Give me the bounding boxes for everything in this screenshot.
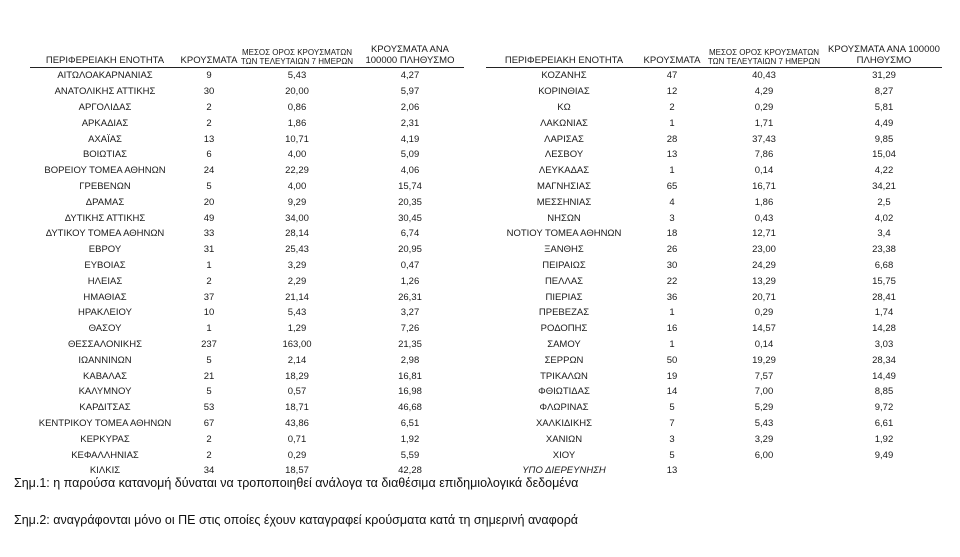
per100k-cell: 31,29: [872, 70, 896, 82]
region-cell: ΧΑΝΙΩΝ: [545, 433, 583, 445]
cases-cell: 65: [666, 180, 678, 192]
region-cell: ΥΠΟ ΔΙΕΡΕΥΝΗΣΗ: [522, 465, 606, 477]
per100k-cell: 15,74: [398, 180, 422, 192]
table-row: [486, 305, 942, 321]
header-avg7: ΜΕΣΟΣ ΟΡΟΣ ΚΡΟΥΣΜΑΤΩΝ ΤΩΝ ΤΕΛΕΥΤΑΙΩΝ 7 ΗΜΕΡΩΝ: [707, 48, 821, 66]
table-row: [486, 400, 942, 416]
cases-cell: 5: [206, 386, 212, 398]
region-cell: ΜΕΣΣΗΝΙΑΣ: [536, 196, 592, 208]
region-cell: ΣΑΜΟΥ: [547, 338, 581, 350]
table-row: [30, 194, 464, 210]
avg7-cell: 5,43: [287, 307, 307, 319]
per100k-cell: 6,74: [400, 228, 420, 240]
avg7-cell: 18,29: [285, 370, 309, 382]
per100k-cell: 6,51: [400, 417, 420, 429]
avg7-cell: 22,29: [285, 165, 309, 177]
per100k-cell: 1,92: [400, 433, 420, 445]
avg7-cell: 6,00: [754, 449, 774, 461]
table-row: [30, 242, 464, 258]
table-row: [486, 131, 942, 147]
table-row: [486, 179, 942, 195]
cases-cell: 30: [203, 86, 215, 98]
per100k-cell: 3,4: [877, 228, 891, 240]
cases-cell: 7: [669, 417, 675, 429]
per100k-cell: 4,27: [400, 70, 420, 82]
cases-cell: 1: [669, 165, 675, 177]
cases-cell: 36: [666, 291, 678, 303]
region-cell: ΔΡΑΜΑΣ: [85, 196, 125, 208]
avg7-cell: 0,29: [754, 307, 774, 319]
avg7-cell: 40,43: [752, 70, 776, 82]
table-row: [30, 431, 464, 447]
per100k-cell: 46,68: [398, 402, 422, 414]
table-row: [486, 384, 942, 400]
cases-cell: 28: [666, 133, 678, 145]
region-cell: ΚΑΡΔΙΤΣΑΣ: [79, 402, 131, 414]
table-row: [30, 100, 464, 116]
avg7-cell: 21,14: [285, 291, 309, 303]
table-row: [30, 368, 464, 384]
per100k-cell: 5,09: [400, 149, 420, 161]
region-cell: ΔΥΤΙΚΗΣ ΑΤΤΙΚΗΣ: [64, 212, 146, 224]
avg7-cell: [702, 463, 826, 479]
per100k-cell: 1,92: [874, 433, 894, 445]
avg7-cell: 5,29: [754, 402, 774, 414]
cases-cell: 3: [669, 212, 675, 224]
cases-cell: 34: [203, 465, 215, 477]
cases-cell: 12: [666, 86, 678, 98]
table-row: [486, 84, 942, 100]
region-cell: ΑΝΑΤΟΛΙΚΗΣ ΑΤΤΙΚΗΣ: [54, 86, 156, 98]
region-cell: ΒΟΡΕΙΟΥ ΤΟΜΕΑ ΑΘΗΝΩΝ: [44, 165, 166, 177]
table-row: [486, 352, 942, 368]
avg7-cell: 1,29: [287, 323, 307, 335]
table-row: [486, 368, 942, 384]
per100k-cell: 3,27: [400, 307, 420, 319]
avg7-cell: 2,14: [287, 354, 307, 366]
table-header-row: [30, 14, 464, 68]
cases-cell: 2: [206, 101, 212, 113]
cases-cell: 1: [669, 307, 675, 319]
cases-cell: 5: [669, 402, 675, 414]
avg7-cell: 7,00: [754, 386, 774, 398]
table-row: [486, 210, 942, 226]
cases-cell: 1: [206, 259, 212, 271]
header-per100k: ΚΡΟΥΣΜΑΤΑ ΑΝΑ 100000 ΠΛΗΘΥΣΜΟ: [365, 44, 455, 66]
table-row: [486, 431, 942, 447]
region-cell: ΑΙΤΩΛΟΑΚΑΡΝΑΝΙΑΣ: [57, 70, 153, 82]
per100k-cell: 4,19: [400, 133, 420, 145]
table-row: [486, 226, 942, 242]
table-row: [30, 337, 464, 353]
region-cell: ΗΡΑΚΛΕΙΟΥ: [78, 307, 132, 319]
cases-cell: 49: [203, 212, 215, 224]
table-row: [486, 273, 942, 289]
per100k-cell: 2,31: [400, 117, 420, 129]
region-cell: ΚΕΦΑΛΛΗΝΙΑΣ: [71, 449, 139, 461]
table-row: [486, 115, 942, 131]
avg7-cell: 0,57: [287, 386, 307, 398]
avg7-cell: 163,00: [282, 338, 312, 350]
per100k-cell: 6,61: [874, 417, 894, 429]
per100k-cell: 20,35: [398, 196, 422, 208]
avg7-cell: 4,00: [287, 180, 307, 192]
region-cell: ΝΗΣΩΝ: [547, 212, 581, 224]
per100k-cell: 3,03: [874, 338, 894, 350]
avg7-cell: 37,43: [752, 133, 776, 145]
region-cell: ΓΡΕΒΕΝΩΝ: [79, 180, 131, 192]
cases-cell: 9: [206, 70, 212, 82]
per100k-cell: 23,38: [872, 244, 896, 256]
header-avg7: ΜΕΣΟΣ ΟΡΟΣ ΚΡΟΥΣΜΑΤΩΝ ΤΩΝ ΤΕΛΕΥΤΑΙΩΝ 7 ΗΜΕΡΩΝ: [240, 48, 354, 66]
cases-cell: 21: [203, 370, 215, 382]
cases-cell: 14: [666, 386, 678, 398]
avg7-cell: 23,00: [752, 244, 776, 256]
per100k-cell: 16,81: [398, 370, 422, 382]
table-row: [30, 147, 464, 163]
avg7-cell: 24,29: [752, 259, 776, 271]
region-cell: ΗΜΑΘΙΑΣ: [83, 291, 127, 303]
region-cell: ΧΑΛΚΙΔΙΚΗΣ: [535, 417, 593, 429]
per100k-cell: 4,06: [400, 165, 420, 177]
avg7-cell: 4,29: [754, 86, 774, 98]
region-cell: ΦΛΩΡΙΝΑΣ: [539, 402, 589, 414]
table-row: [30, 258, 464, 274]
region-cell: ΒΟΙΩΤΙΑΣ: [82, 149, 128, 161]
cases-cell: 18: [666, 228, 678, 240]
footnote-2: Σημ.2: αναγράφονται μόνο οι ΠΕ στις οποίες έχουν καταγραφεί κρούσματα κατά τη σημερινή αναφορά: [14, 513, 579, 527]
per100k-cell: 16,98: [398, 386, 422, 398]
avg7-cell: 18,57: [285, 465, 309, 477]
per100k-cell: 28,41: [872, 291, 896, 303]
per100k-cell: 4,02: [874, 212, 894, 224]
cases-cell: 22: [666, 275, 678, 287]
cases-cell: 31: [203, 244, 215, 256]
region-cell: ΠΙΕΡΙΑΣ: [545, 291, 583, 303]
cases-table-left-body: [30, 68, 464, 479]
avg7-cell: 2,29: [287, 275, 307, 287]
cases-cell: 2: [206, 449, 212, 461]
per100k-cell: 7,26: [400, 323, 420, 335]
avg7-cell: 0,14: [754, 338, 774, 350]
table-row: [30, 416, 464, 432]
table-row: [486, 147, 942, 163]
table-row: [486, 242, 942, 258]
table-row: [486, 321, 942, 337]
cases-cell: 6: [206, 149, 212, 161]
cases-cell: 67: [203, 417, 215, 429]
region-cell: ΠΡΕΒΕΖΑΣ: [538, 307, 590, 319]
table-row: [30, 400, 464, 416]
region-cell: ΚΑΛΥΜΝΟΥ: [78, 386, 132, 398]
table-row: [30, 226, 464, 242]
table-row: [30, 210, 464, 226]
per100k-cell: 8,27: [874, 86, 894, 98]
per100k-cell: 1,74: [874, 307, 894, 319]
avg7-cell: 0,14: [754, 165, 774, 177]
table-row: [30, 321, 464, 337]
cases-cell: 2: [206, 433, 212, 445]
header-per100k: ΚΡΟΥΣΜΑΤΑ ΑΝΑ 100000 ΠΛΗΘΥΣΜΟ: [828, 44, 940, 66]
per100k-cell: 20,95: [398, 244, 422, 256]
cases-cell: 1: [206, 323, 212, 335]
table-row: [486, 100, 942, 116]
table-row: [30, 84, 464, 100]
table-row: [30, 305, 464, 321]
cases-cell: 30: [666, 259, 678, 271]
avg7-cell: 7,86: [754, 149, 774, 161]
table-row: [486, 194, 942, 210]
table-row: [30, 179, 464, 195]
table-row: [30, 352, 464, 368]
table-row: [486, 337, 942, 353]
cases-table-left: [30, 14, 464, 479]
per100k-cell: 2,06: [400, 101, 420, 113]
cases-cell: 5: [669, 449, 675, 461]
per100k-cell: 14,49: [872, 370, 896, 382]
region-cell: ΚΕΡΚΥΡΑΣ: [80, 433, 130, 445]
cases-cell: 4: [669, 196, 675, 208]
table-row: [486, 447, 942, 463]
region-cell: ΤΡΙΚΑΛΩΝ: [540, 370, 588, 382]
avg7-cell: 34,00: [285, 212, 309, 224]
header-cases: ΚΡΟΥΣΜΑΤΑ: [643, 55, 701, 66]
per100k-cell: 9,85: [874, 133, 894, 145]
cases-cell: 50: [666, 354, 678, 366]
avg7-cell: 3,29: [754, 433, 774, 445]
per100k-cell: 34,21: [872, 180, 896, 192]
cases-cell: 26: [666, 244, 678, 256]
per100k-cell: 42,28: [398, 465, 422, 477]
cases-cell: 1: [669, 117, 675, 129]
cases-cell: 237: [201, 338, 217, 350]
per100k-cell: 9,49: [874, 449, 894, 461]
avg7-cell: 5,43: [287, 70, 307, 82]
table-row: [30, 131, 464, 147]
cases-cell: 2: [206, 117, 212, 129]
per100k-cell: 15,75: [872, 275, 896, 287]
avg7-cell: 0,29: [287, 449, 307, 461]
table-row: [486, 68, 942, 84]
cases-cell: 13: [203, 133, 215, 145]
table-row: [486, 289, 942, 305]
per100k-cell: 4,49: [874, 117, 894, 129]
cases-cell: 3: [669, 433, 675, 445]
per100k-cell: 21,35: [398, 338, 422, 350]
region-cell: ΑΡΚΑΔΙΑΣ: [81, 117, 129, 129]
table-row: [30, 289, 464, 305]
avg7-cell: 7,57: [754, 370, 774, 382]
region-cell: ΜΑΓΝΗΣΙΑΣ: [537, 180, 591, 192]
per100k-cell: 5,97: [400, 86, 420, 98]
per100k-cell: 2,98: [400, 354, 420, 366]
region-cell: ΕΒΡΟΥ: [88, 244, 122, 256]
avg7-cell: 0,29: [754, 101, 774, 113]
region-cell: ΚΟΖΑΝΗΣ: [541, 70, 587, 82]
region-cell: ΚΩ: [557, 101, 571, 113]
region-cell: ΚΕΝΤΡΙΚΟΥ ΤΟΜΕΑ ΑΘΗΝΩΝ: [38, 417, 172, 429]
avg7-cell: 19,29: [752, 354, 776, 366]
per100k-cell: 6,68: [874, 259, 894, 271]
avg7-cell: 0,43: [754, 212, 774, 224]
avg7-cell: 10,71: [285, 133, 309, 145]
avg7-cell: 13,29: [752, 275, 776, 287]
region-cell: ΑΡΓΟΛΙΔΑΣ: [78, 101, 132, 113]
cases-cell: 2: [206, 275, 212, 287]
cases-cell: 5: [206, 354, 212, 366]
region-cell: ΠΕΙΡΑΙΩΣ: [542, 259, 586, 271]
table-row: [30, 68, 464, 84]
avg7-cell: 20,00: [285, 86, 309, 98]
cases-cell: 20: [203, 196, 215, 208]
region-cell: ΑΧΑΪΑΣ: [88, 133, 122, 145]
region-cell: ΘΑΣΟΥ: [88, 323, 122, 335]
per100k-cell: 0,47: [400, 259, 420, 271]
cases-cell: 2: [669, 101, 675, 113]
avg7-cell: 28,14: [285, 228, 309, 240]
avg7-cell: 14,57: [752, 323, 776, 335]
cases-cell: 16: [666, 323, 678, 335]
cases-cell: 53: [203, 402, 215, 414]
region-cell: ΚΟΡΙΝΘΙΑΣ: [538, 86, 590, 98]
cases-cell: 5: [206, 180, 212, 192]
per100k-cell: 9,72: [874, 402, 894, 414]
region-cell: ΛΑΡΙΣΑΣ: [544, 133, 584, 145]
per100k-cell: 15,04: [872, 149, 896, 161]
avg7-cell: 25,43: [285, 244, 309, 256]
avg7-cell: 1,71: [754, 117, 774, 129]
cases-cell: 13: [666, 465, 678, 477]
table-row: [30, 384, 464, 400]
per100k-cell: 26,31: [398, 291, 422, 303]
region-cell: ΠΕΛΛΑΣ: [544, 275, 584, 287]
avg7-cell: 20,71: [752, 291, 776, 303]
cases-cell: 24: [203, 165, 215, 177]
cases-cell: 1: [669, 338, 675, 350]
per100k-cell: 5,59: [400, 449, 420, 461]
avg7-cell: 12,71: [752, 228, 776, 240]
table-row: [30, 447, 464, 463]
per100k-cell: 14,28: [872, 323, 896, 335]
table-row: [486, 258, 942, 274]
avg7-cell: 1,86: [754, 196, 774, 208]
header-cases: ΚΡΟΥΣΜΑΤΑ: [180, 55, 238, 66]
per100k-cell: 1,26: [400, 275, 420, 287]
region-cell: ΗΛΕΙΑΣ: [87, 275, 123, 287]
region-cell: ΦΘΙΩΤΙΔΑΣ: [538, 386, 590, 398]
per100k-cell: [826, 463, 942, 479]
region-cell: ΚΙΛΚΙΣ: [89, 465, 121, 477]
region-cell: ΘΕΣΣΑΛΟΝΙΚΗΣ: [68, 338, 142, 350]
per100k-cell: 30,45: [398, 212, 422, 224]
per100k-cell: 5,81: [874, 101, 894, 113]
avg7-cell: 5,43: [754, 417, 774, 429]
per100k-cell: 2,5: [877, 196, 891, 208]
region-cell: ΧΙΟΥ: [552, 449, 576, 461]
region-cell: ΛΕΥΚΑΔΑΣ: [538, 165, 590, 177]
table-row: [486, 416, 942, 432]
table-row: [30, 273, 464, 289]
region-cell: ΞΑΝΘΗΣ: [544, 244, 584, 256]
cases-cell: 19: [666, 370, 678, 382]
cases-cell: 33: [203, 228, 215, 240]
table-row: [30, 163, 464, 179]
region-cell: ΚΑΒΑΛΑΣ: [83, 370, 127, 382]
table-header-row: [486, 14, 942, 68]
per100k-cell: 8,85: [874, 386, 894, 398]
cases-table-right-body: [486, 68, 942, 479]
region-cell: ΛΑΚΩΝΙΑΣ: [540, 117, 588, 129]
avg7-cell: 16,71: [752, 180, 776, 192]
avg7-cell: 0,86: [287, 101, 307, 113]
avg7-cell: 4,00: [287, 149, 307, 161]
region-cell: ΔΥΤΙΚΟΥ ΤΟΜΕΑ ΑΘΗΝΩΝ: [45, 228, 165, 240]
header-region: ΠΕΡΙΦΕΡΕΙΑΚΗ ΕΝΟΤΗΤΑ: [45, 55, 165, 66]
avg7-cell: 9,29: [287, 196, 307, 208]
table-row: [486, 163, 942, 179]
header-region: ΠΕΡΙΦΕΡΕΙΑΚΗ ΕΝΟΤΗΤΑ: [504, 55, 624, 66]
cases-table-right: [486, 14, 942, 479]
avg7-cell: 1,86: [287, 117, 307, 129]
region-cell: ΕΥΒΟΙΑΣ: [84, 259, 126, 271]
cases-cell: 37: [203, 291, 215, 303]
avg7-cell: 0,71: [287, 433, 307, 445]
avg7-cell: 43,86: [285, 417, 309, 429]
region-cell: ΡΟΔΟΠΗΣ: [540, 323, 588, 335]
region-cell: ΝΟΤΙΟΥ ΤΟΜΕΑ ΑΘΗΝΩΝ: [506, 228, 622, 240]
cases-cell: 47: [666, 70, 678, 82]
avg7-cell: 18,71: [285, 402, 309, 414]
region-cell: ΣΕΡΡΩΝ: [544, 354, 584, 366]
table-row: [30, 115, 464, 131]
cases-cell: 10: [203, 307, 215, 319]
cases-cell: 13: [666, 149, 678, 161]
avg7-cell: 3,29: [287, 259, 307, 271]
region-cell: ΙΩΑΝΝΙΝΩΝ: [78, 354, 132, 366]
footnote-1: Σημ.1: η παρούσα κατανομή δύναται να τροποποιηθεί ανάλογα τα διαθέσιμα επιδημιολογικά δεδομένα: [14, 476, 579, 490]
per100k-cell: 4,22: [874, 165, 894, 177]
per100k-cell: 28,34: [872, 354, 896, 366]
region-cell: ΛΕΣΒΟΥ: [544, 149, 584, 161]
